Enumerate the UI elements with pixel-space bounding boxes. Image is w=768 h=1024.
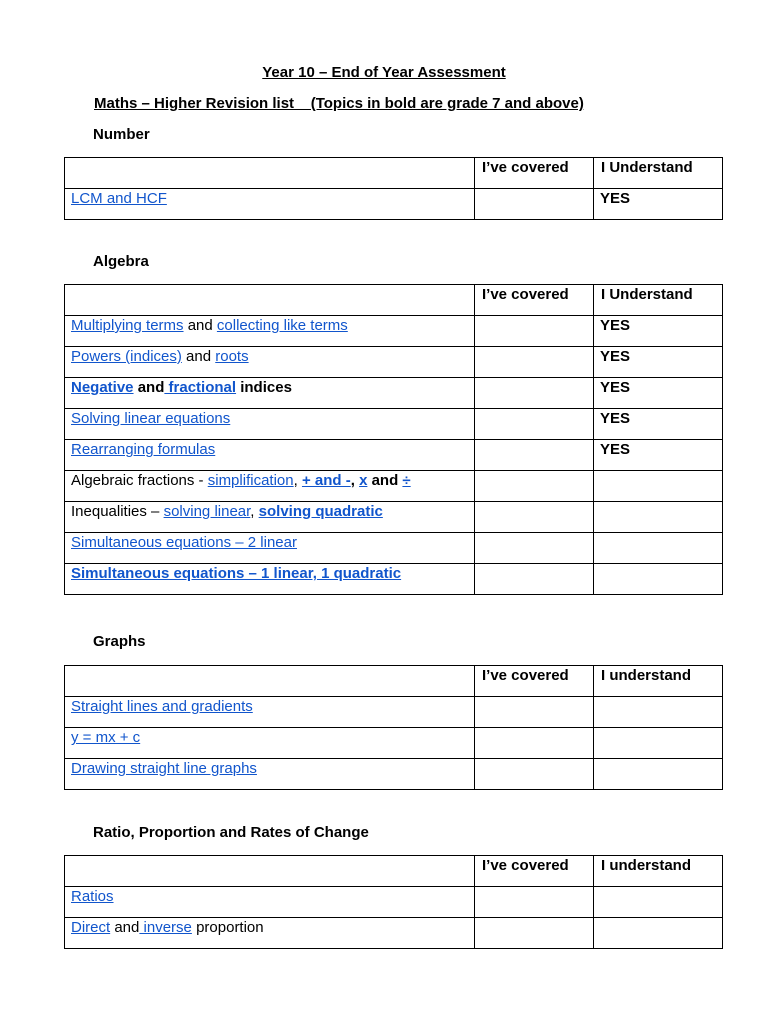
topic-link[interactable]: Powers (indices) [71, 348, 182, 365]
topic-cell [65, 502, 475, 533]
understand-cell[interactable]: YES [594, 440, 723, 471]
topic-link[interactable]: solving quadratic [258, 503, 383, 520]
covered-cell[interactable] [475, 440, 594, 471]
understand-cell[interactable]: YES [594, 316, 723, 347]
topic-link[interactable]: LCM and HCF [71, 190, 167, 207]
topic-cell [65, 347, 475, 378]
topic-text: indices [236, 379, 292, 396]
topic-cell [65, 759, 475, 790]
topic-link[interactable]: inverse [139, 919, 192, 936]
topic-text: Algebraic fractions - [71, 472, 208, 489]
topic-cell [65, 409, 475, 440]
section-heading-ratio: Ratio, Proportion and Rates of Change [93, 824, 369, 841]
topic-text: , [293, 472, 302, 489]
topic-text: proportion [191, 919, 264, 936]
understand-cell[interactable] [594, 918, 723, 949]
header-topic-cell [65, 158, 475, 189]
ratio-topic-table [64, 855, 723, 949]
section-heading-number: Number [93, 126, 150, 143]
covered-cell[interactable] [475, 564, 594, 595]
understand-cell[interactable]: YES [594, 347, 723, 378]
table-header-row [65, 285, 723, 316]
understand-cell[interactable] [594, 728, 723, 759]
table-row [65, 759, 723, 790]
topic-cell [65, 918, 475, 949]
topic-link[interactable]: Simultaneous equations – 1 linear, 1 quadratic [71, 565, 402, 582]
header-topic-cell [65, 856, 475, 887]
topic-text: and [110, 919, 140, 936]
table-header-row [65, 856, 723, 887]
header-understand-cell: I understand [594, 666, 723, 697]
table-row [65, 347, 723, 378]
covered-cell[interactable] [475, 378, 594, 409]
topic-cell [65, 564, 475, 595]
covered-cell[interactable] [475, 918, 594, 949]
table-row [65, 533, 723, 564]
table-header-row [65, 158, 723, 189]
header-covered-cell: I’ve covered [475, 285, 594, 316]
algebra-topic-table [64, 284, 723, 595]
covered-cell[interactable] [475, 759, 594, 790]
table-row [65, 471, 723, 502]
topic-link[interactable]: x [359, 472, 368, 489]
covered-cell[interactable] [475, 533, 594, 564]
header-understand-cell: I understand [594, 856, 723, 887]
topic-text: and [133, 379, 165, 396]
header-topic-cell [65, 666, 475, 697]
topic-link[interactable]: Multiplying terms [71, 317, 184, 334]
understand-cell[interactable]: YES [594, 189, 723, 220]
header-covered-cell: I’ve covered [475, 158, 594, 189]
covered-cell[interactable] [475, 316, 594, 347]
topic-link[interactable]: + and - [301, 472, 351, 489]
table-row [65, 316, 723, 347]
topic-cell [65, 316, 475, 347]
topic-cell [65, 440, 475, 471]
header-understand-cell: I Understand [594, 285, 723, 316]
table-row [65, 918, 723, 949]
document-subtitle: Maths – Higher Revision list (Topics in bold are grade 7 and above) [94, 95, 584, 112]
understand-cell[interactable] [594, 759, 723, 790]
topic-text: and [181, 348, 216, 365]
table-row [65, 378, 723, 409]
table-row [65, 728, 723, 759]
graphs-topic-table [64, 665, 723, 790]
header-covered-cell: I’ve covered [475, 856, 594, 887]
section-heading-algebra: Algebra [93, 253, 149, 270]
topic-link[interactable]: Ratios [71, 888, 114, 905]
covered-cell[interactable] [475, 728, 594, 759]
topic-link[interactable]: Rearranging formulas [71, 441, 216, 458]
topic-cell [65, 728, 475, 759]
covered-cell[interactable] [475, 471, 594, 502]
covered-cell[interactable] [475, 502, 594, 533]
table-row [65, 409, 723, 440]
covered-cell[interactable] [475, 347, 594, 378]
table-row [65, 440, 723, 471]
understand-cell[interactable] [594, 887, 723, 918]
topic-text: , [250, 503, 259, 520]
topic-link[interactable]: Solving linear equations [71, 410, 231, 427]
covered-cell[interactable] [475, 697, 594, 728]
topic-cell [65, 471, 475, 502]
topic-link[interactable]: Drawing straight line graphs [71, 760, 257, 777]
topic-link[interactable]: Negative [71, 379, 134, 396]
topic-link[interactable]: Direct [71, 919, 111, 936]
topic-cell [65, 697, 475, 728]
table-row [65, 697, 723, 728]
topic-cell [65, 533, 475, 564]
understand-cell[interactable] [594, 502, 723, 533]
table-row [65, 564, 723, 595]
topic-cell [65, 189, 475, 220]
document-title: Year 10 – End of Year Assessment [262, 64, 506, 81]
topic-link[interactable]: ÷ [402, 472, 411, 489]
header-covered-cell: I’ve covered [475, 666, 594, 697]
topic-link[interactable]: fractional [164, 379, 237, 396]
number-topic-table [64, 157, 723, 220]
understand-cell[interactable] [594, 471, 723, 502]
understand-cell[interactable] [594, 533, 723, 564]
topic-link[interactable]: Simultaneous equations – 2 linear [71, 534, 297, 551]
understand-cell[interactable] [594, 564, 723, 595]
topic-text: Inequalities – [71, 503, 164, 520]
topic-link[interactable]: roots [215, 348, 249, 365]
covered-cell[interactable] [475, 189, 594, 220]
topic-link[interactable]: Straight lines and gradients [71, 698, 253, 715]
topic-text: , [350, 472, 360, 489]
understand-cell[interactable] [594, 697, 723, 728]
covered-cell[interactable] [475, 887, 594, 918]
header-understand-cell: I Understand [594, 158, 723, 189]
table-row [65, 189, 723, 220]
covered-cell[interactable] [475, 409, 594, 440]
topic-text: and [183, 317, 217, 334]
understand-cell[interactable]: YES [594, 409, 723, 440]
topic-cell [65, 887, 475, 918]
header-topic-cell [65, 285, 475, 316]
topic-link[interactable]: y = mx + c [71, 729, 141, 746]
topic-cell [65, 378, 475, 409]
topic-text: and [367, 472, 403, 489]
topic-link[interactable]: simplification [207, 472, 294, 489]
understand-cell[interactable]: YES [594, 378, 723, 409]
table-row [65, 502, 723, 533]
table-row [65, 887, 723, 918]
topic-link[interactable]: collecting like terms [216, 317, 348, 334]
section-heading-graphs: Graphs [93, 633, 146, 650]
topic-link[interactable]: solving linear [163, 503, 251, 520]
table-header-row [65, 666, 723, 697]
